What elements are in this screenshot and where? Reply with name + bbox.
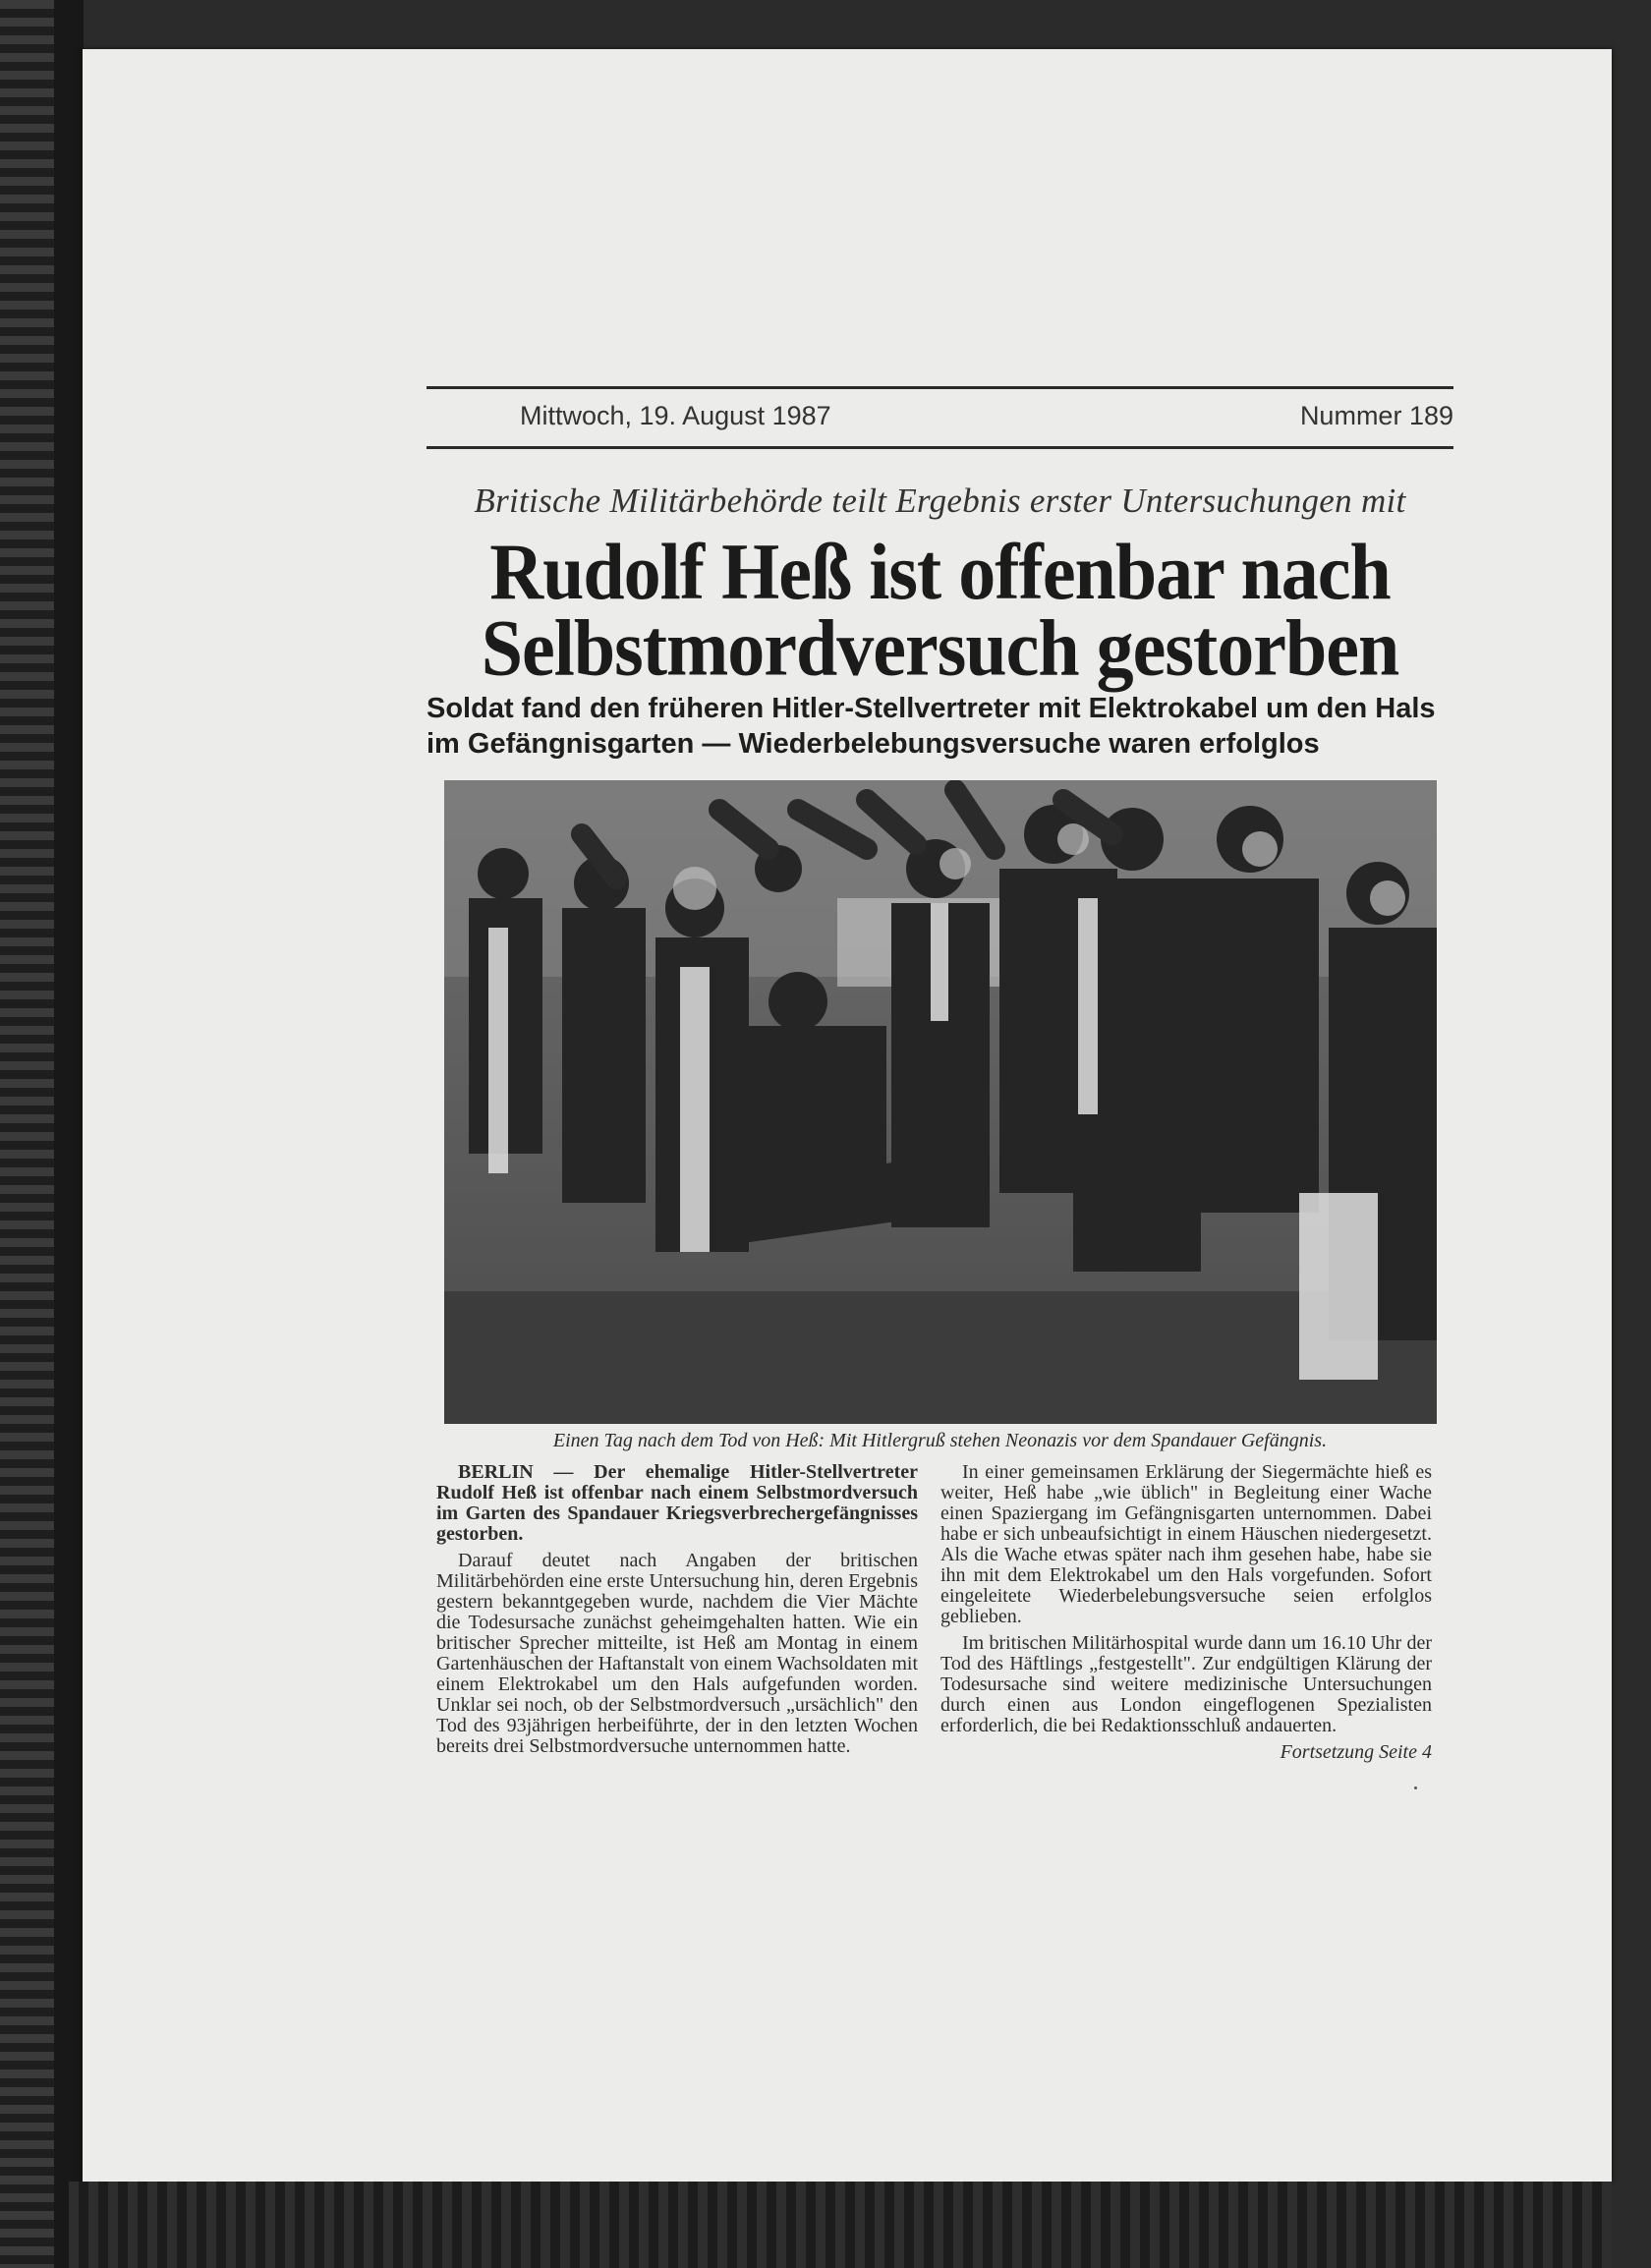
article-column-right [940,1462,1432,1763]
photo-caption: Einen Tag nach dem Tod von Heß: Mit Hitlergruß stehen Neonazis vor dem Spandauer Gefängnis. [552,1430,1328,1451]
news-photo [444,780,1437,1424]
kicker: Britische Militärbehörde teilt Ergebnis erster Untersuchungen mit [474,482,1406,520]
dateline [427,386,1453,449]
article-lead: BERLIN — Der ehemalige Hitler-Stellvertreter Rudolf Heß ist offenbar nach einem Selbstmordversuch im Garten des Spandauer Kriegsverbrechergefängnisses gestorben. [436,1461,918,1545]
continuation-note: Fortsetzung Seite 4 [1280,1741,1432,1763]
subheadline: Soldat fand den früheren Hitler-Stellvertreter mit Elektrokabel um den Hals im Gefängnisgarten — Wiederbelebungsversuche waren erfolglos [427,693,1436,760]
newspaper-clipping [343,332,1453,1855]
article-paragraph: In einer gemeinsamen Erklärung der Siegermächte hieß es weiter, Heß habe „wie üblich" in Begleitung einer Wache einen Spaziergang im Gefängnisgarten unternommen. Dabei habe er sich unbeaufsichtigt in einem Häuschen niedergesetzt. Als die Wache etwas später nach ihm gesehen habe, habe sie ihn mit dem Elektrokabel um den Hals vorgefunden. Sofort eingeleitete Wiederbelebungsversuche seien erfolglos geblieben. [940,1461,1432,1627]
issue-date: Mittwoch, 19. August 1987 [520,401,831,430]
binder-bottom-edge [69,2182,1612,2268]
headline-line-2: Selbstmordversuch gestorben [481,603,1399,693]
album-page [83,49,1612,2182]
headline-line-1: Rudolf Heß ist offenbar nach [489,527,1391,617]
article-paragraph: Im britischen Militärhospital wurde dann um 16.10 Uhr der Tod des Häftlings „festgestellt". Zur endgültigen Klärung der Todesursache sind weitere medizinische Untersuchungen durch einen aus London eingeflogenen Spezialisten erforderlich, die bei Redaktionsschluß andauerten. [940,1632,1432,1736]
photo-crowd-illustration [444,780,1437,1424]
article-column-left [436,1462,918,1763]
binder-strip [54,0,84,2268]
issue-number: Nummer 189 [1299,401,1453,430]
headline [427,527,1453,693]
print-speck [1414,1786,1417,1789]
article-paragraph: Darauf deutet nach Angaben der britischen Militärbehörden eine erste Untersuchung hin, deren Ergebnis gestern bekanntgegeben wurde, nachdem die Vier Mächte die Todesursache zunächst geheimgehalten hatten. Wie ein britischer Sprecher mitteilte, ist Heß am Montag in einem Gartenhäuschen der Haftanstalt von einem Wachsoldaten mit einem Elektrokabel um den Hals aufgefunden worden. Unklar sei noch, ob der Selbstmordversuch „ursächlich" den Tod des 93jährigen herbeiführte, der in den letzten Wochen bereits drei Selbstmordversuche unternommen hatte. [436,1550,918,1757]
